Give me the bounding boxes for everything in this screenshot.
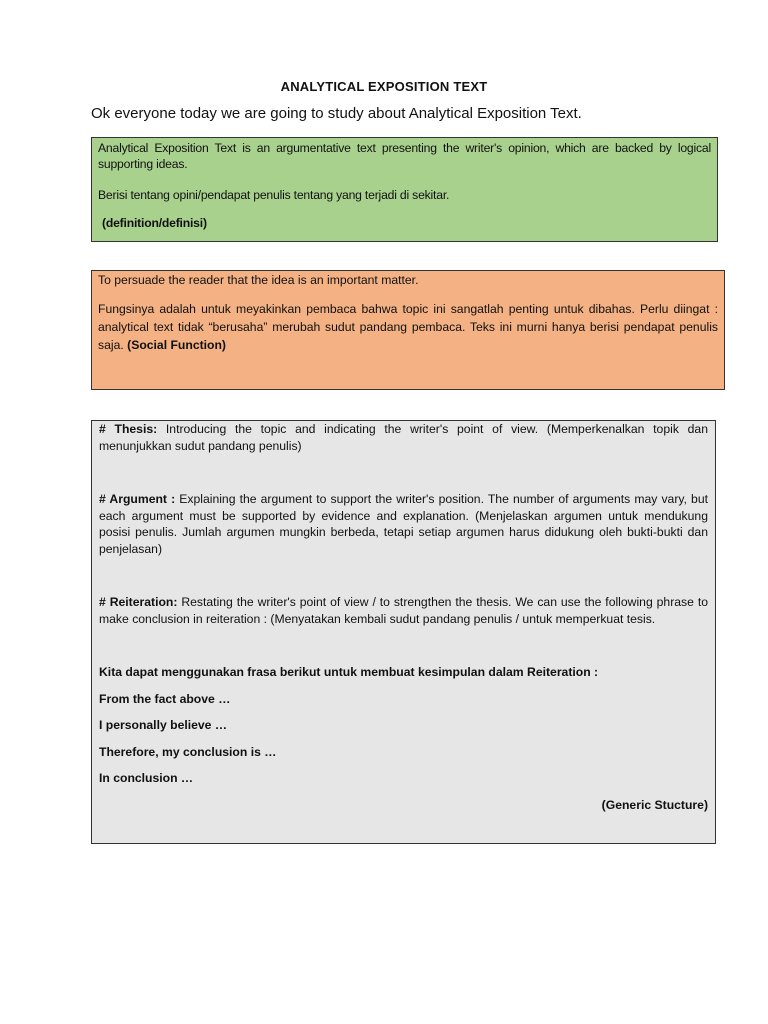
- reiteration-label: # Reiteration:: [99, 595, 178, 609]
- reiteration-paragraph: [99, 594, 708, 627]
- reiteration-text: Restating the writer's point of view / to strengthen the thesis. We can use the following phrase to make conclusion in reiteration : (Menyatakan kembali sudut pandang penulis / untuk memperkuat tesis.: [99, 595, 708, 626]
- document-title: ANALYTICAL EXPOSITION TEXT: [280, 79, 488, 94]
- definition-text-en: Analytical Exposition Text is an argumentative text presenting the writer's opinion, which are backed by logical supporting ideas.: [98, 141, 711, 171]
- phrases-intro: Kita dapat menggunakan frasa berikut untuk membuat kesimpulan dalam Reiteration :: [99, 665, 599, 679]
- definition-box: [91, 137, 718, 242]
- phrase-item: From the fact above …: [99, 691, 231, 706]
- definition-text-id: Berisi tentang opini/pendapat penulis tentang yang terjadi di sekitar.: [98, 188, 450, 202]
- generic-structure-label: (Generic Stucture): [601, 797, 708, 812]
- intro-text: Ok everyone today we are going to study about Analytical Exposition Text.: [91, 105, 582, 122]
- social-function-text-id-body: Fungsinya adalah untuk meyakinkan pembaca bahwa topic ini sangatlah penting untuk dibahas. Perlu diingat : analytical text tidak “berusaha” merubah sudut pandang pembaca. Teks ini murni hanya berisi pendapat penulis saja.: [98, 302, 718, 352]
- social-function-text-en: To persuade the reader that the idea is an important matter.: [98, 273, 419, 287]
- generic-structure-box: [91, 420, 716, 844]
- thesis-label: # Thesis:: [99, 422, 158, 436]
- thesis-paragraph: [99, 421, 708, 454]
- social-function-label: (Social Function): [127, 338, 226, 352]
- phrase-item: I personally believe …: [99, 718, 228, 732]
- social-function-box: [91, 270, 725, 390]
- social-function-text-id: [98, 300, 718, 354]
- phrase-item: In conclusion …: [99, 771, 194, 785]
- phrase-item: Therefore, my conclusion is …: [99, 744, 277, 759]
- argument-paragraph: [99, 491, 708, 557]
- definition-label: (definition/definisi): [102, 216, 207, 230]
- argument-text: Explaining the argument to support the writer's position. The number of arguments may vary, but each argument must be supported by evidence and explanation. (Menjelaskan argumen untuk mendukung posisi penulis. Jumlah argumen mungkin berbeda, tetapi setiap argumen harus didukung oleh bukti-bukti dan penjelasan): [99, 492, 708, 556]
- argument-label: # Argument :: [99, 492, 176, 506]
- thesis-text: Introducing the topic and indicating the writer's point of view. (Memperkenalkan topik dan menunjukkan sudut pandang penulis): [99, 422, 708, 453]
